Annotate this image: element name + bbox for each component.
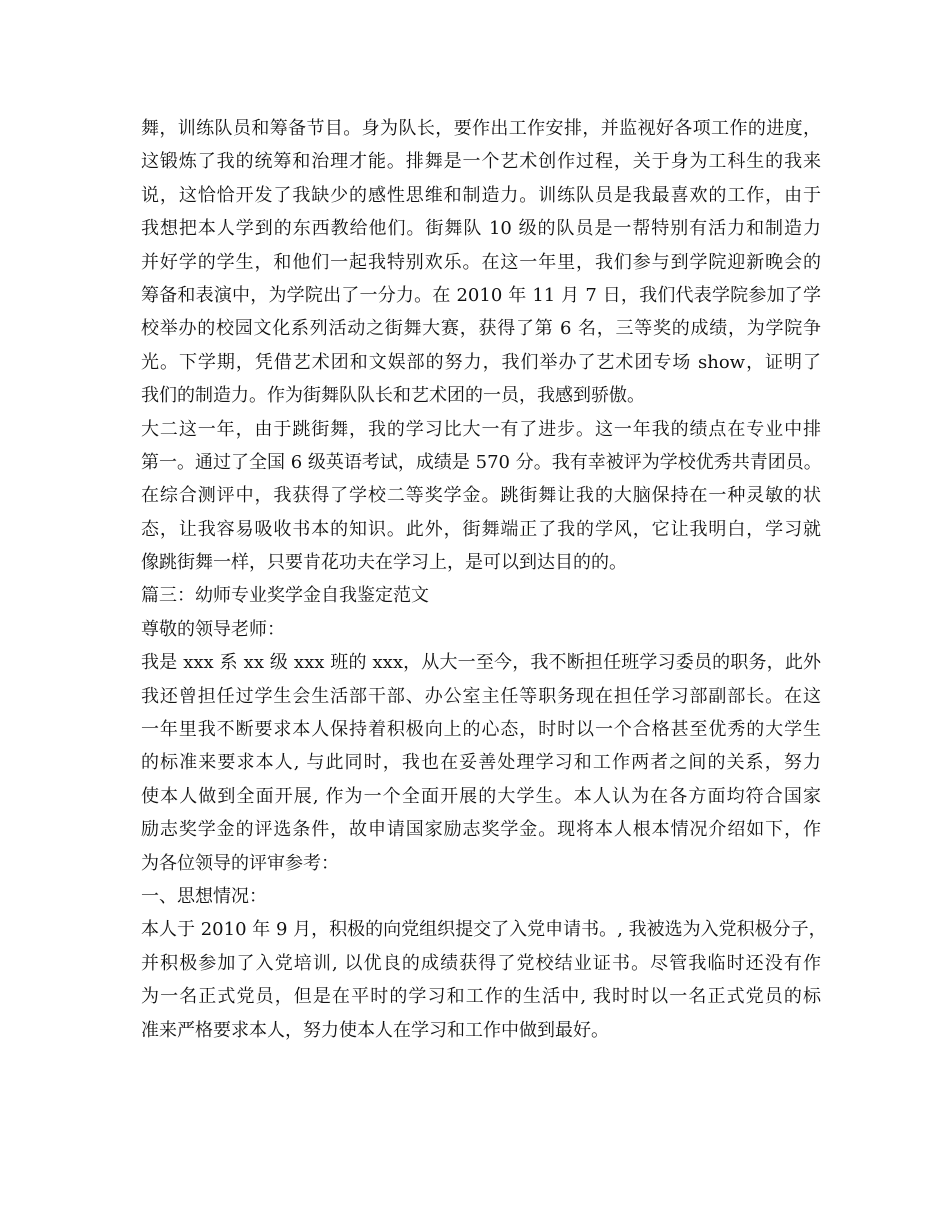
text-line: 大二这一年，由于跳街舞，我的学习比大一有了进步。这一年我的绩点在专业中排 — [141, 418, 821, 440]
text-line: 光。下学期，凭借艺术团和文娱部的努力，我们举办了艺术团专场 show，证明了 — [141, 351, 821, 373]
text-line: 在综合测评中，我获得了学校二等奖学金。跳街舞让我的大脑保持在一种灵敏的状 — [141, 485, 821, 507]
text-line: 并积极参加了入党培训, 以优良的成绩获得了党校结业证书。尽管我临时还没有作 — [141, 952, 821, 974]
text-line: 准来严格要求本人，努力使本人在学习和工作中做到最好。 — [141, 1019, 609, 1041]
document-body — [141, 112, 827, 1047]
text-line: 说，这恰恰开发了我缺少的感性思维和制造力。训练队员是我最喜欢的工作，由于 — [141, 184, 821, 206]
text-line: 这锻炼了我的统筹和治理才能。排舞是一个艺术创作过程，关于身为工科生的我来 — [141, 151, 821, 173]
text-line: 为一名正式党员，但是在平时的学习和工作的生活中, 我时时以一名正式党员的标 — [141, 986, 821, 1008]
text-line: 本人于 2010 年 9 月，积极的向党组织提交了入党申请书。, 我被选为入党积极分子， — [141, 919, 827, 941]
text-line: 一年里我不断要求本人保持着积极向上的心态，时时以一个合格甚至优秀的大学生 — [141, 719, 821, 741]
text-line: 尊敬的领导老师： — [141, 618, 285, 640]
text-line: 我是 xxx 系 xx 级 xxx 班的 xxx，从大一至今，我不断担任班学习委员的职务，此外 — [141, 652, 821, 674]
text-line: 筹备和表演中，为学院出了一分力。在 2010 年 11 月 7 日，我们代表学院参加了学 — [141, 284, 821, 306]
text-line: 为各位领导的评审参考： — [141, 852, 339, 874]
text-line: 校举办的校园文化系列活动之街舞大赛，获得了第 6 名，三等奖的成绩，为学院争 — [141, 318, 821, 340]
text-line: 并好学的学生，和他们一起我特别欢乐。在这一年里，我们参与到学院迎新晚会的 — [141, 251, 821, 273]
text-line: 励志奖学金的评选条件，故申请国家励志奖学金。现将本人根本情况介绍如下，作 — [141, 819, 821, 841]
text-line: 篇三：幼师专业奖学金自我鉴定范文 — [141, 585, 429, 607]
text-line: 我想把本人学到的东西教给他们。街舞队 10 级的队员是一帮特别有活力和制造力 — [141, 218, 821, 240]
text-line: 我们的制造力。作为街舞队队长和艺术团的一员，我感到骄傲。 — [141, 385, 645, 407]
text-line: 第一。通过了全国 6 级英语考试，成绩是 570 分。我有幸被评为学校优秀共青团员。 — [141, 451, 822, 473]
text-line: 我还曾担任过学生会生活部干部、办公室主任等职务现在担任学习部副部长。在这 — [141, 685, 821, 707]
text-line: 一、思想情况： — [141, 885, 267, 907]
text-line: 舞，训练队员和筹备节目。身为队长，要作出工作安排，并监视好各项工作的进度， — [141, 118, 821, 139]
text-line: 像跳街舞一样，只要肯花功夫在学习上，是可以到达目的的。 — [141, 552, 627, 574]
text-line: 的标准来要求本人, 与此同时，我也在妥善处理学习和工作两者之间的关系，努力 — [141, 752, 821, 774]
text-line: 态，让我容易吸收书本的知识。此外，街舞端正了我的学风，它让我明白，学习就 — [141, 518, 821, 540]
text-line: 使本人做到全面开展, 作为一个全面开展的大学生。本人认为在各方面均符合国家 — [141, 785, 821, 807]
